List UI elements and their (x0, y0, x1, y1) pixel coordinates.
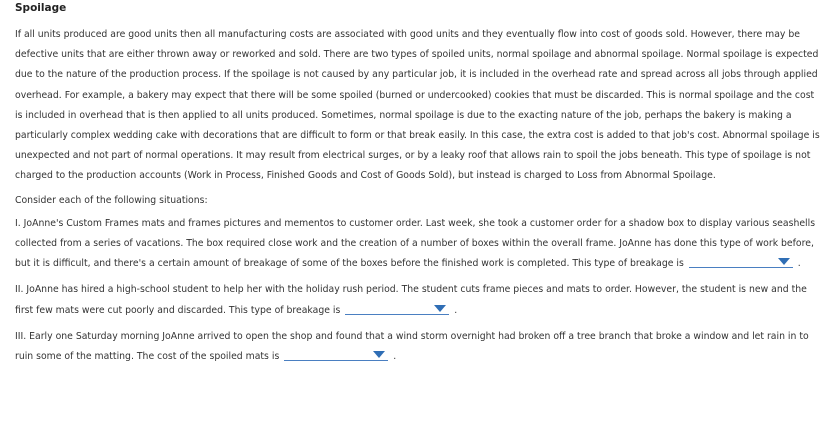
consider-instruction: Consider each of the following situations: (15, 194, 208, 206)
question-3 (15, 327, 821, 367)
question-2 (15, 280, 821, 320)
question-1-text: I. JoAnne's Custom Frames mats and frames pictures and mementos to customer order. Last week, she took a customer order for a shadow box to display various seashells collected from a series of vacations. The box required close work and the creation of a number of boxes within the overall frame. JoAnne has done this type of work before, but it is difficult, and there's a certain amount of breakage of some of the boxes before the finished work is completed. This type of breakage is (15, 217, 816, 270)
question-1-period: . (797, 258, 801, 270)
question-3-text: III. Early one Saturday morning JoAnne arrived to open the shop and found that a wind storm overnight had broken off a tree branch that broke a window and let rain in to ruin some of the matting. The cost of the spoiled mats is (15, 330, 809, 363)
question-2-dropdown[interactable] (345, 302, 449, 315)
question-1 (15, 214, 821, 275)
chevron-down-icon (373, 351, 385, 358)
question-2-period: . (454, 304, 458, 316)
question-2-text: II. JoAnne has hired a high-school student to help her with the holiday rush period. The student cuts frame pieces and mats to order. However, the student is new and the first few mats were cut poorly and discarded. This type of breakage is (15, 284, 807, 316)
chevron-down-icon (778, 258, 790, 265)
intro-paragraph: If all units produced are good units then all manufacturing costs are associated with good units and they eventually flow into cost of goods sold. However, there may be defective units that are either thrown away or reworked and sold. There are two types of spoiled units, normal spoilage and abnormal spoilage. Normal spoilage is expected due to the nature of the production process. If the spoilage is not caused by any particular job, it is included in the overhead rate and spread across all jobs through applied overhead. For example, a bakery may expect that there will be some spoiled (burned or undercooked) cookies that must be discarded. This is normal spoilage and the cost is included in overhead that is then applied to all units produced. Sometimes, normal spoilage is due to the exacting nature of the job, perhaps the bakery is making a particularly complex wedding cake with decorations that are difficult to form or that break easily. In this case, the extra cost is added to that job's cost. Abnormal spoilage is unexpected and not part of normal operations. It may result from electrical surges, or by a leaky roof that allows rain to spoil the jobs beneath. This type of spoilage is not charged to the production accounts (Work in Process, Finished Goods and Cost of Goods Sold), but instead is charged to Loss from Abnormal Spoilage. (15, 29, 820, 182)
question-1-dropdown[interactable] (689, 255, 793, 268)
page-title: Spoilage (15, 2, 67, 14)
question-3-period: . (393, 351, 397, 363)
question-3-dropdown[interactable] (284, 348, 388, 361)
chevron-down-icon (434, 305, 446, 312)
